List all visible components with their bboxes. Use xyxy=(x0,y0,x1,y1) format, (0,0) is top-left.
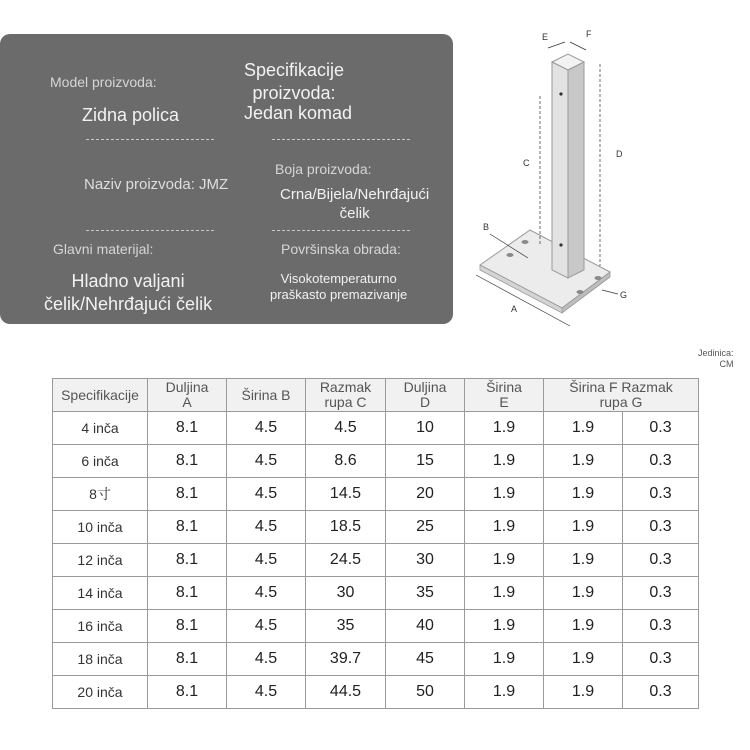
size-cell: 18 inča xyxy=(53,643,148,676)
table-row xyxy=(53,445,699,478)
label-d: D xyxy=(616,149,623,159)
value-cell-e: 1.9 xyxy=(465,577,544,610)
value-cell-e: 1.9 xyxy=(465,511,544,544)
value-cell-a: 8.1 xyxy=(148,445,227,478)
size-cell: 12 inča xyxy=(53,544,148,577)
model-label: Model proizvoda: xyxy=(50,74,157,90)
value-cell-a: 8.1 xyxy=(148,478,227,511)
value-cell-a: 8.1 xyxy=(148,643,227,676)
value-cell-d: 45 xyxy=(386,643,465,676)
value-cell-f: 1.9 xyxy=(544,676,623,709)
value-cell-e: 1.9 xyxy=(465,445,544,478)
value-cell-b: 4.5 xyxy=(227,511,306,544)
value-cell-c: 14.5 xyxy=(306,478,386,511)
value-cell-c: 18.5 xyxy=(306,511,386,544)
header-width-e: Širina E xyxy=(465,379,544,412)
table-row xyxy=(53,610,699,643)
value-cell-c: 44.5 xyxy=(306,676,386,709)
size-cell: 6 inča xyxy=(53,445,148,478)
material-value: Hladno valjani čelik/Nehrđajući čelik xyxy=(44,271,213,314)
header-hole-c: Razmak rupa C xyxy=(306,379,386,412)
label-e: E xyxy=(542,32,549,42)
value-cell-e: 1.9 xyxy=(465,676,544,709)
divider xyxy=(86,139,214,140)
value-cell-d: 30 xyxy=(386,544,465,577)
base-plate xyxy=(480,230,610,308)
size-cell: 10 inča xyxy=(53,511,148,544)
value-cell-g: 0.3 xyxy=(623,610,699,643)
value-cell-c: 39.7 xyxy=(306,643,386,676)
value-cell-f: 1.9 xyxy=(544,577,623,610)
value-cell-a: 8.1 xyxy=(148,511,227,544)
bracket-dimension-diagram xyxy=(470,20,640,330)
mounting-hole xyxy=(595,276,602,280)
value-cell-c: 4.5 xyxy=(306,412,386,445)
value-cell-d: 10 xyxy=(386,412,465,445)
value-cell-f: 1.9 xyxy=(544,412,623,445)
tube-hole xyxy=(559,92,562,95)
header-spec: Specifikacije xyxy=(53,379,148,412)
size-cell: 16 inča xyxy=(53,610,148,643)
table-row xyxy=(53,412,699,445)
value-cell-d: 15 xyxy=(386,445,465,478)
value-cell-d: 25 xyxy=(386,511,465,544)
value-cell-c: 8.6 xyxy=(306,445,386,478)
value-cell-e: 1.9 xyxy=(465,412,544,445)
label-c: C xyxy=(523,158,530,168)
label-g: G xyxy=(620,290,628,300)
specification-value: Jedan komad xyxy=(244,103,353,123)
header-width-f-hole-g: Širina F Razmak rupa G xyxy=(544,379,699,412)
divider xyxy=(86,230,214,231)
value-cell-b: 4.5 xyxy=(227,577,306,610)
value-cell-f: 1.9 xyxy=(544,511,623,544)
value-cell-g: 0.3 xyxy=(623,676,699,709)
tube-hole xyxy=(559,243,562,246)
value-cell-b: 4.5 xyxy=(227,643,306,676)
divider xyxy=(272,139,410,140)
size-cell: 4 inča xyxy=(53,412,148,445)
color-label: Boja proizvoda: xyxy=(275,161,372,177)
value-cell-e: 1.9 xyxy=(465,544,544,577)
header-length-a: Duljina A xyxy=(148,379,227,412)
table-row xyxy=(53,577,699,610)
table-header-row xyxy=(53,379,699,412)
value-cell-b: 4.5 xyxy=(227,676,306,709)
value-cell-d: 20 xyxy=(386,478,465,511)
value-cell-a: 8.1 xyxy=(148,610,227,643)
value-cell-f: 1.9 xyxy=(544,544,623,577)
table-row xyxy=(53,544,699,577)
mounting-hole xyxy=(577,290,584,294)
value-cell-f: 1.9 xyxy=(544,445,623,478)
mounting-hole xyxy=(507,253,514,257)
value-cell-g: 0.3 xyxy=(623,478,699,511)
unit-note: Jedinica: CM xyxy=(698,348,734,369)
value-cell-b: 4.5 xyxy=(227,412,306,445)
surface-value: Visokotemperaturno praškasto premazivanje xyxy=(270,271,408,303)
value-cell-c: 35 xyxy=(306,610,386,643)
product-name-label: Naziv proizvoda: JMZ xyxy=(84,176,229,193)
value-cell-g: 0.3 xyxy=(623,544,699,577)
specification-label: Specifikacije proizvoda: xyxy=(244,60,345,103)
model-value: Zidna polica xyxy=(82,105,180,125)
label-a: A xyxy=(511,304,518,314)
tube-side xyxy=(568,62,584,278)
value-cell-g: 0.3 xyxy=(623,643,699,676)
product-info-panel xyxy=(0,34,453,324)
table-row xyxy=(53,511,699,544)
value-cell-a: 8.1 xyxy=(148,676,227,709)
value-cell-e: 1.9 xyxy=(465,478,544,511)
value-cell-b: 4.5 xyxy=(227,610,306,643)
value-cell-g: 0.3 xyxy=(623,511,699,544)
dim-line-g xyxy=(602,290,618,294)
table-row xyxy=(53,676,699,709)
value-cell-a: 8.1 xyxy=(148,544,227,577)
value-cell-d: 40 xyxy=(386,610,465,643)
value-cell-a: 8.1 xyxy=(148,412,227,445)
value-cell-e: 1.9 xyxy=(465,610,544,643)
dim-line-f xyxy=(570,42,586,50)
label-b: B xyxy=(483,222,490,232)
value-cell-g: 0.3 xyxy=(623,445,699,478)
size-cell: 14 inča xyxy=(53,577,148,610)
material-label: Glavni materijal: xyxy=(53,241,154,257)
spec-table xyxy=(52,378,699,709)
mounting-hole xyxy=(522,240,529,244)
value-cell-b: 4.5 xyxy=(227,544,306,577)
value-cell-g: 0.3 xyxy=(623,577,699,610)
size-cell: 8寸 xyxy=(53,478,148,511)
size-cell: 20 inča xyxy=(53,676,148,709)
value-cell-g: 0.3 xyxy=(623,412,699,445)
value-cell-f: 1.9 xyxy=(544,643,623,676)
label-f: F xyxy=(586,29,592,39)
value-cell-f: 1.9 xyxy=(544,610,623,643)
divider xyxy=(272,230,410,231)
value-cell-e: 1.9 xyxy=(465,643,544,676)
value-cell-d: 50 xyxy=(386,676,465,709)
header-length-d: Duljina D xyxy=(386,379,465,412)
value-cell-b: 4.5 xyxy=(227,445,306,478)
value-cell-c: 30 xyxy=(306,577,386,610)
value-cell-f: 1.9 xyxy=(544,478,623,511)
dim-line-e xyxy=(548,42,565,48)
table-row xyxy=(53,643,699,676)
value-cell-d: 35 xyxy=(386,577,465,610)
header-width-b: Širina B xyxy=(227,379,306,412)
value-cell-b: 4.5 xyxy=(227,478,306,511)
color-value: Crna/Bijela/Nehrđajući čelik xyxy=(280,186,430,222)
surface-label: Površinska obrada: xyxy=(281,241,401,257)
table-row xyxy=(53,478,699,511)
value-cell-c: 24.5 xyxy=(306,544,386,577)
value-cell-a: 8.1 xyxy=(148,577,227,610)
